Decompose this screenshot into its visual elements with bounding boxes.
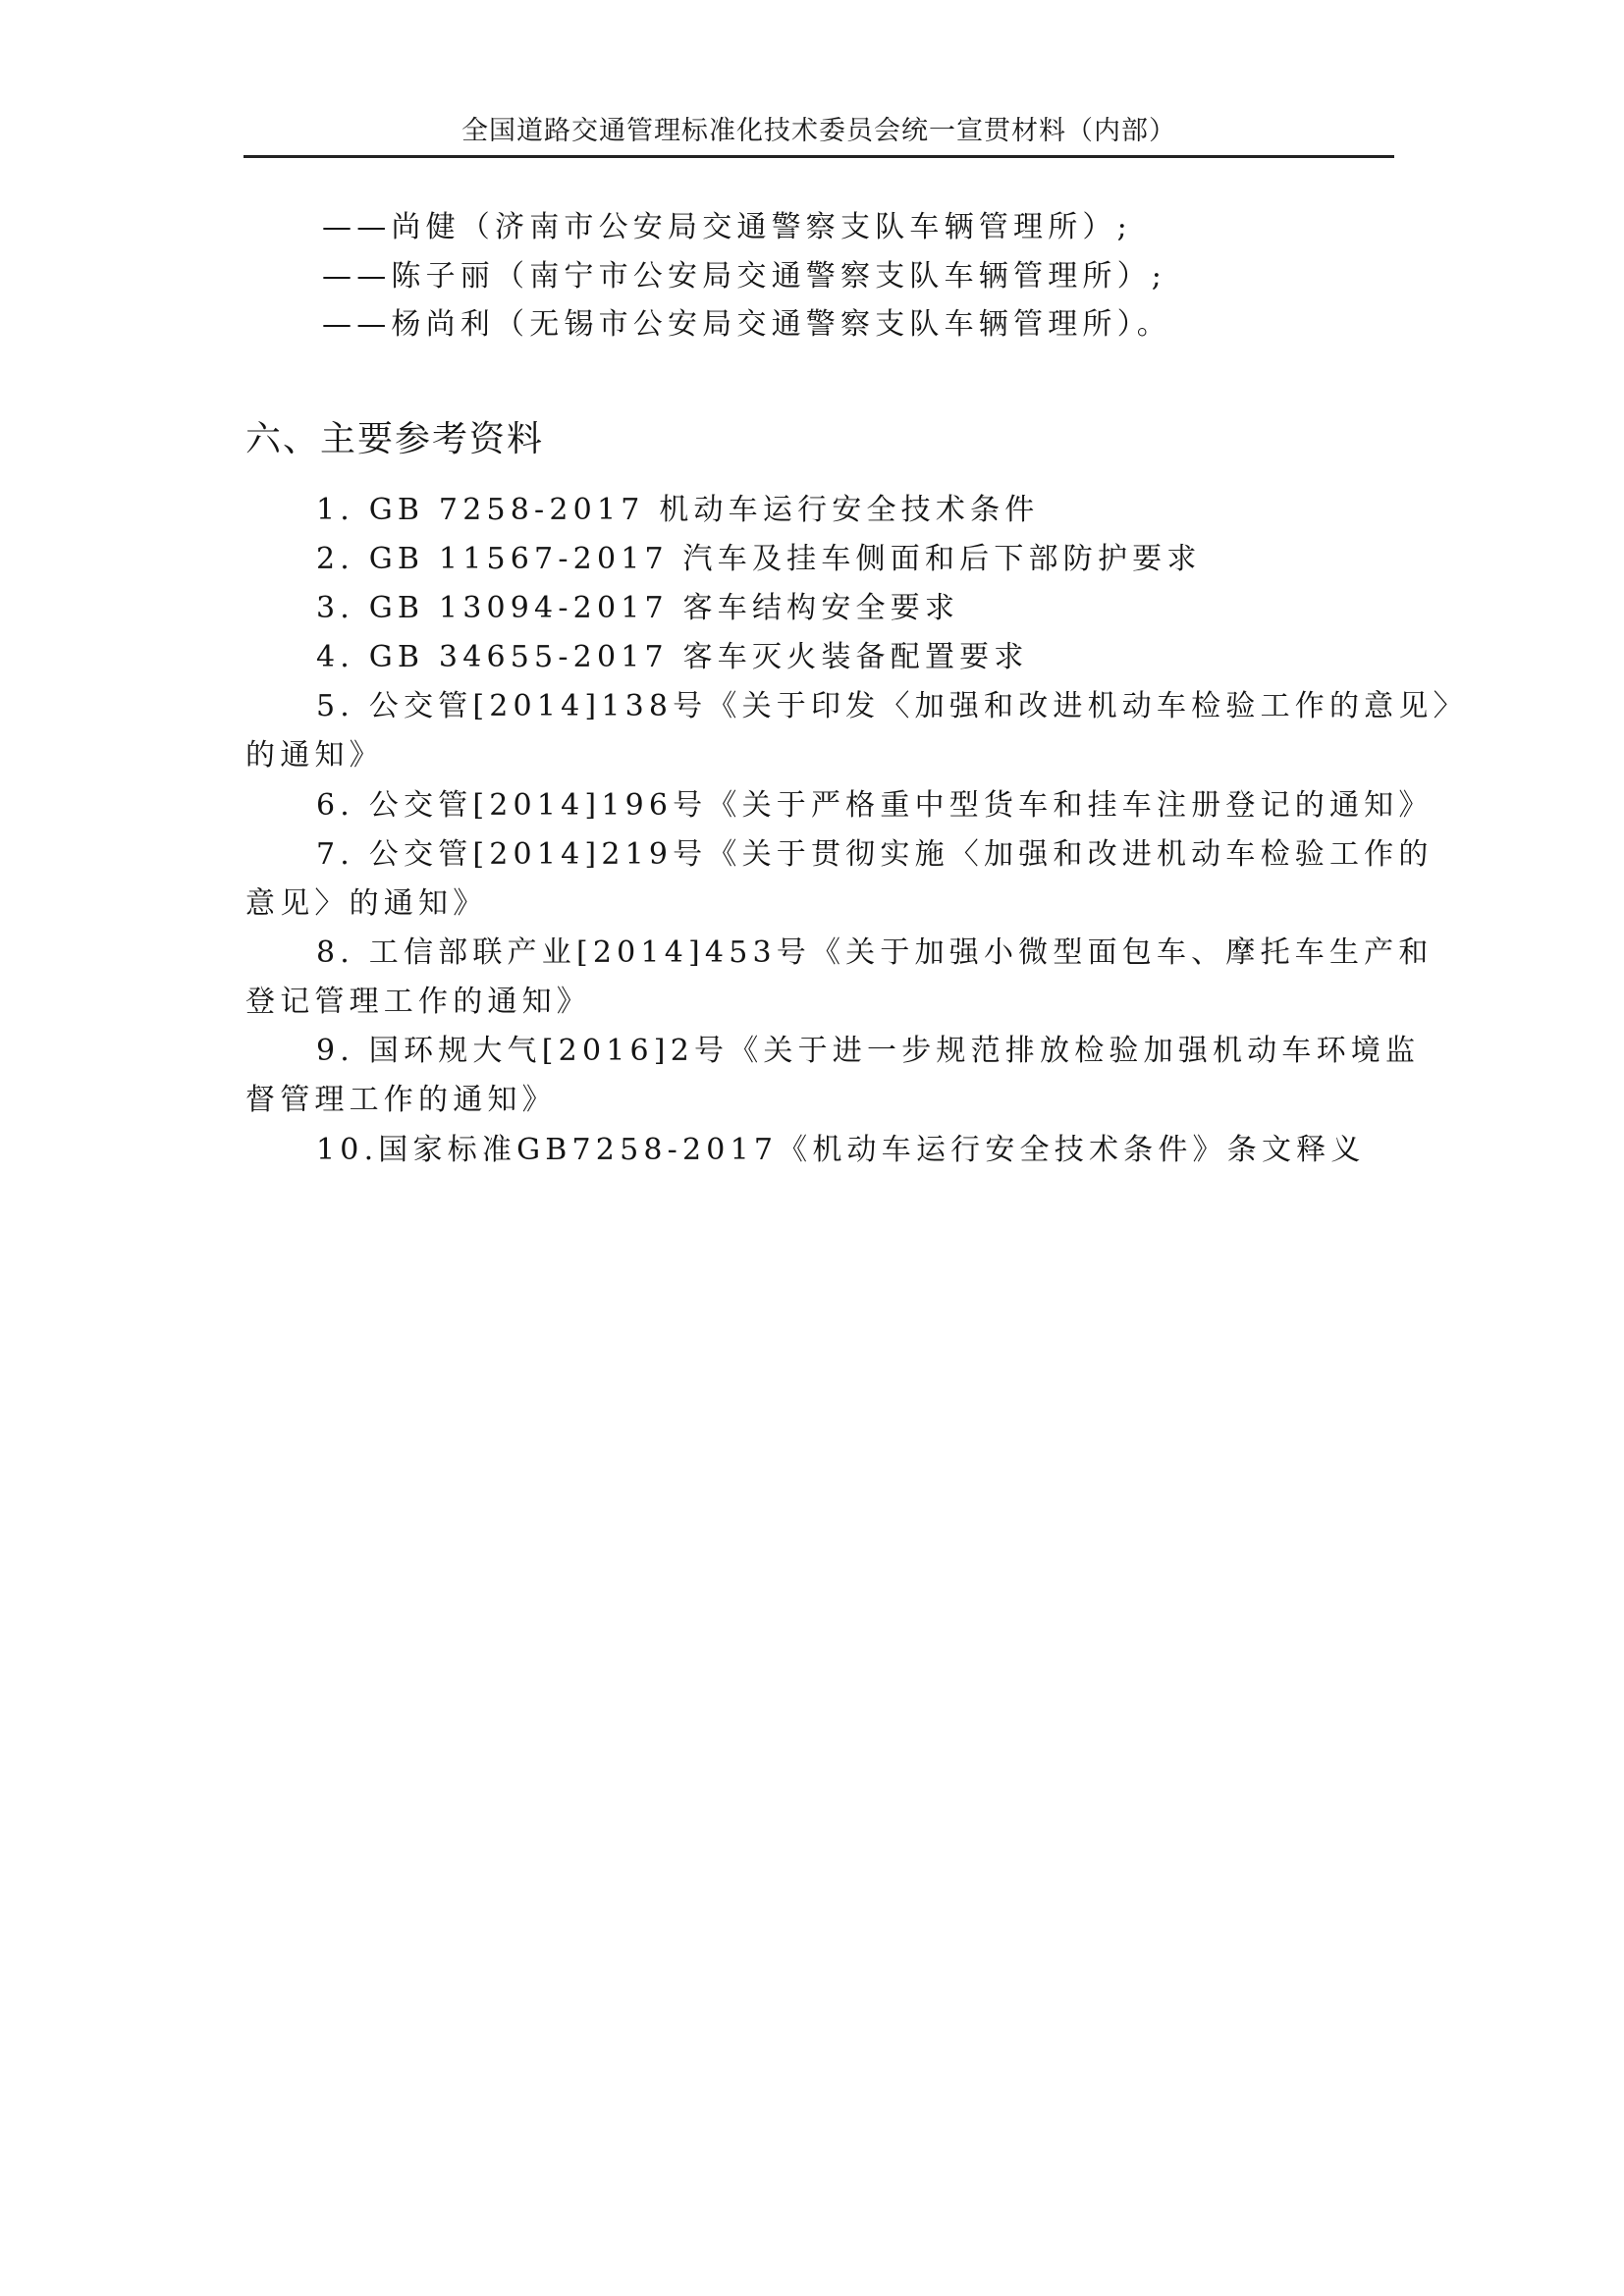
reference-item-continuation: 督管理工作的通知》 — [245, 1083, 557, 1117]
contributor-line: ——陈子丽（南宁市公安局交通警察支队车辆管理所）; — [322, 259, 1167, 294]
reference-item: 10.国家标准GB7258-2017《机动车运行安全技术条件》条文释义 — [316, 1133, 1366, 1167]
reference-item: 4. GB 34655-2017 客车灭火装备配置要求 — [316, 640, 1029, 674]
reference-item: 3. GB 13094-2017 客车结构安全要求 — [316, 591, 960, 625]
reference-item: 9. 国环规大气[2016]2号《关于进一步规范排放检验加强机动车环境监 — [316, 1034, 1421, 1068]
contributor-line: ——尚健（济南市公安局交通警察支队车辆管理所）; — [322, 210, 1132, 244]
reference-item-continuation: 登记管理工作的通知》 — [245, 985, 591, 1019]
page-header: 全国道路交通管理标准化技术委员会统一宣贯材料（内部） — [461, 116, 1176, 146]
reference-item: 7. 公交管[2014]219号《关于贯彻实施〈加强和改进机动车检验工作的 — [316, 837, 1434, 872]
reference-item: 5. 公交管[2014]138号《关于印发〈加强和改进机动车检验工作的意见〉 — [316, 689, 1468, 723]
section-title: 六、主要参考资料 — [245, 419, 545, 459]
reference-item: 8. 工信部联产业[2014]453号《关于加强小微型面包车、摩托车生产和 — [316, 935, 1434, 970]
contributor-line: ——杨尚利（无锡市公安局交通警察支队车辆管理所）。 — [322, 307, 1171, 342]
header-divider — [244, 155, 1394, 158]
reference-item: 6. 公交管[2014]196号《关于严格重中型货车和挂车注册登记的通知》 — [316, 788, 1434, 823]
reference-item: 1. GB 7258-2017 机动车运行安全技术条件 — [316, 493, 1040, 527]
reference-item-continuation: 的通知》 — [245, 738, 384, 773]
reference-item: 2. GB 11567-2017 汽车及挂车侧面和后下部防护要求 — [316, 542, 1202, 576]
reference-item-continuation: 意见〉的通知》 — [245, 886, 488, 921]
